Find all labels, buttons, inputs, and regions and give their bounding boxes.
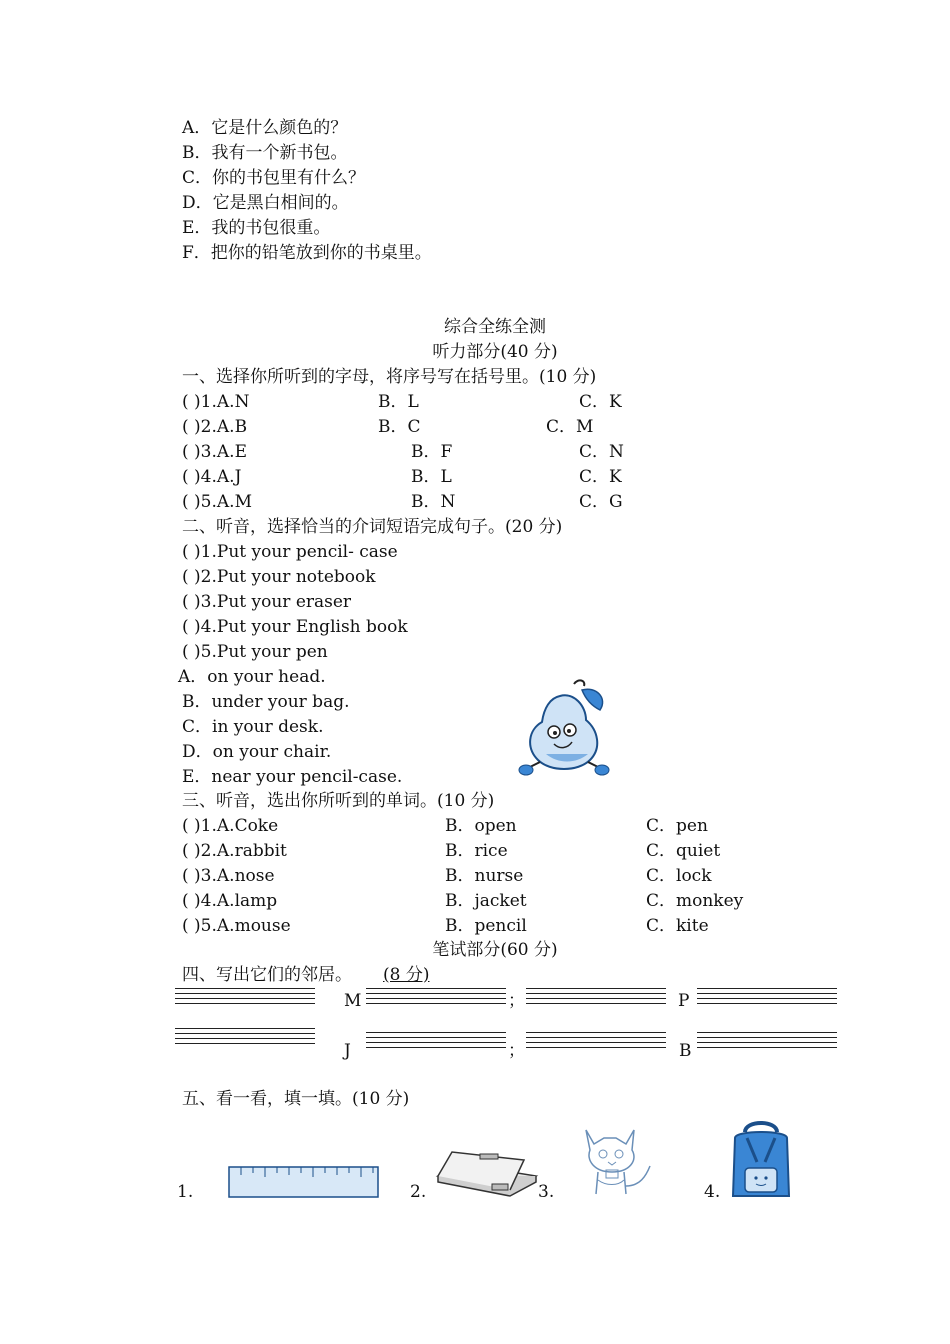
s2-option-e: E．near your pencil-case. (182, 767, 403, 787)
s1-q3: ( )3.A.E (182, 442, 247, 462)
top-option-d: D．它是黑白相间的。 (182, 193, 349, 213)
s1-q2-c: C．M (546, 417, 594, 437)
ruler-icon (228, 1165, 380, 1199)
s1-q3-b: B．F (411, 442, 453, 462)
letter-j: J (344, 1041, 351, 1061)
s1-q1-b: B．L (378, 392, 419, 412)
s2-option-b: B．under your bag. (182, 692, 350, 712)
s3-q3-c: C．lock (646, 866, 712, 886)
schoolbag-icon (727, 1118, 795, 1200)
s2-q3: ( )3.Put your eraser (182, 592, 352, 612)
separator: ； (508, 991, 525, 1011)
separator: ； (508, 1041, 525, 1061)
writing-lines[interactable] (697, 1032, 837, 1052)
s1-q3-c: C．N (579, 442, 624, 462)
s1-q1-c: C．K (579, 392, 622, 412)
top-option-b: B．我有一个新书包。 (182, 143, 348, 163)
pencil-box-icon (432, 1146, 540, 1198)
listening-heading: 听力部分(40 分) (432, 342, 558, 362)
item-3-number: 3. (538, 1182, 555, 1202)
written-heading: 笔试部分(60 分) (432, 940, 558, 960)
s3-q5: ( )5.A.mouse (182, 916, 291, 936)
s3-q1-c: C．pen (646, 816, 708, 836)
s2-option-a: A．on your head. (178, 667, 326, 687)
s1-q4-c: C．K (579, 467, 622, 487)
s1-q5-b: B．N (411, 492, 456, 512)
s2-q2: ( )2.Put your notebook (182, 567, 376, 587)
item-1-number: 1. (177, 1182, 194, 1202)
writing-lines[interactable] (526, 1032, 666, 1052)
item-2-number: 2. (410, 1182, 427, 1202)
s2-option-d: D．on your chair. (182, 742, 332, 762)
top-option-f: F．把你的铅笔放到你的书桌里。 (182, 243, 432, 263)
section3-heading: 三、听音，选出你所听到的单词。(10 分) (182, 791, 495, 811)
s3-q3-b: B．nurse (445, 866, 524, 886)
writing-lines[interactable] (366, 988, 506, 1008)
pear-cartoon-icon (516, 676, 612, 780)
writing-lines[interactable] (366, 1032, 506, 1052)
s3-q2-b: B．rice (445, 841, 508, 861)
s3-q2-c: C．quiet (646, 841, 721, 861)
s1-q5-c: C．G (579, 492, 623, 512)
s1-q2: ( )2.A.B (182, 417, 248, 437)
s2-option-c: C．in your desk. (182, 717, 324, 737)
s1-q4-b: B．L (411, 467, 452, 487)
s2-q4: ( )4.Put your English book (182, 617, 408, 637)
s3-q1-b: B．open (445, 816, 517, 836)
top-option-e: E．我的书包很重。 (182, 218, 331, 238)
s1-q2-b: B．C (378, 417, 421, 437)
cat-icon (566, 1120, 658, 1200)
writing-lines[interactable] (175, 1028, 315, 1048)
letter-m: M (344, 991, 362, 1011)
page-title: 综合全练全测 (444, 317, 546, 337)
letter-p: P (678, 991, 690, 1011)
s1-q5: ( )5.A.M (182, 492, 252, 512)
top-option-a: A．它是什么颜色的？ (182, 118, 348, 138)
section2-heading: 二、听音，选择恰当的介词短语完成句子。(20 分) (182, 517, 563, 537)
letter-b: B (679, 1041, 692, 1061)
writing-lines[interactable] (526, 988, 666, 1008)
s3-q4-c: C．monkey (646, 891, 744, 911)
s1-q1: ( )1.A.N (182, 392, 250, 412)
s1-q4: ( )4.A.J (182, 467, 242, 487)
s3-q4: ( )4.A.lamp (182, 891, 278, 911)
s2-q1: ( )1.Put your pencil- case (182, 542, 398, 562)
top-option-c: C．你的书包里有什么？ (182, 168, 366, 188)
writing-lines[interactable] (697, 988, 837, 1008)
section5-heading: 五、看一看，填一填。(10 分) (182, 1089, 410, 1109)
s3-q5-c: C．kite (646, 916, 709, 936)
s3-q4-b: B．jacket (445, 891, 527, 911)
writing-lines[interactable] (175, 988, 315, 1008)
section1-heading: 一、选择你所听到的字母，将序号写在括号里。(10 分) (182, 367, 597, 387)
section4-score: (8 分) (383, 965, 430, 985)
s3-q5-b: B．pencil (445, 916, 527, 936)
item-4-number: 4. (704, 1182, 721, 1202)
s3-q3: ( )3.A.nose (182, 866, 275, 886)
section4-heading: 四、写出它们的邻居。 (182, 965, 352, 985)
s3-q2: ( )2.A.rabbit (182, 841, 287, 861)
s3-q1: ( )1.A.Coke (182, 816, 279, 836)
s2-q5: ( )5.Put your pen (182, 642, 328, 662)
